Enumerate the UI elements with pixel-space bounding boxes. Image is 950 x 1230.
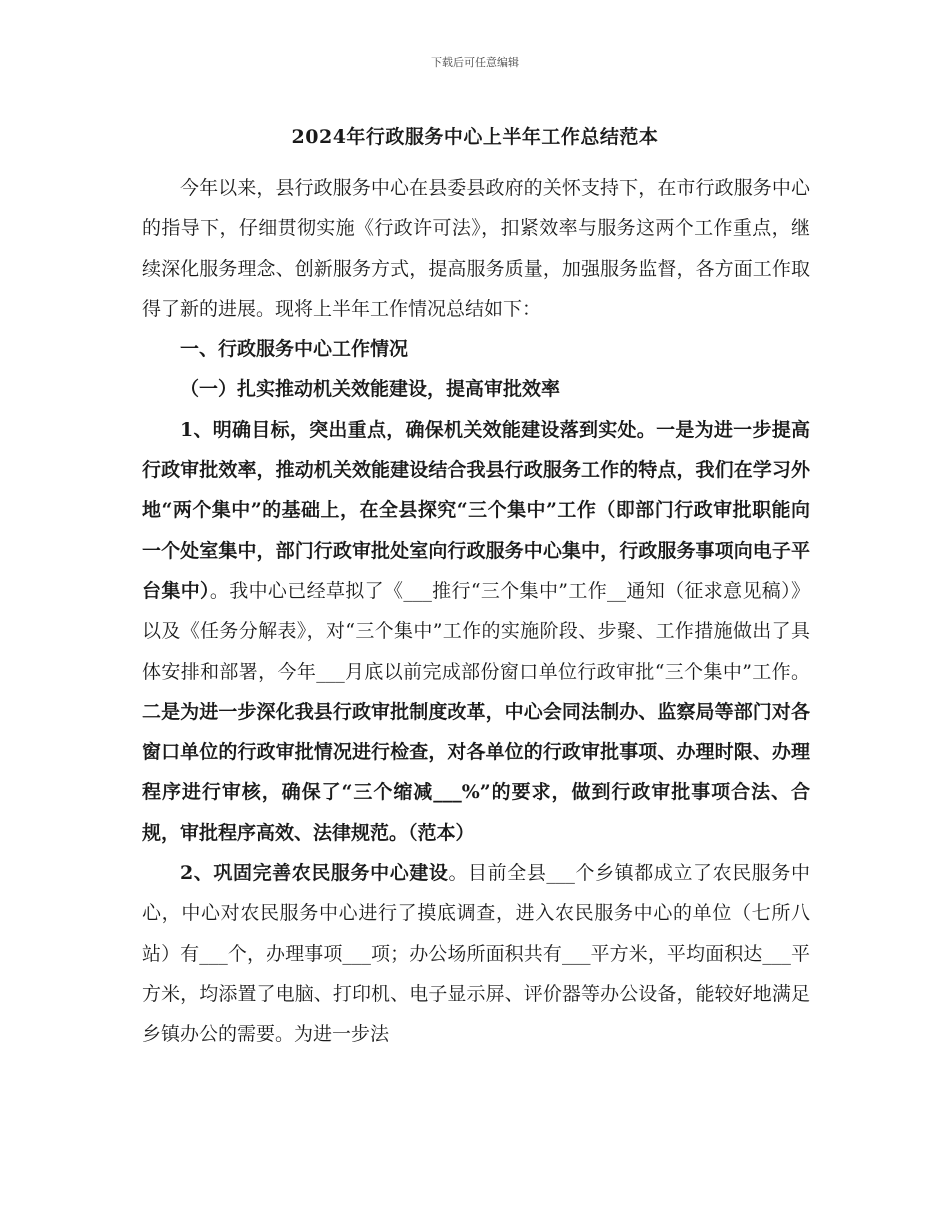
subsection-heading: （一）扎实推动机关效能建设，提高审批效率 <box>180 378 561 401</box>
document-title: 2024年行政服务中心上半年工作总结范本 <box>291 126 659 148</box>
item-1-paragraph <box>142 410 810 853</box>
item-2-normal: 。目前全县___个乡镇都成立了农民服务中心，中心对农民服务中心进行了摸底调查，进入农民服务中心的单位（七所八站）有___个，办理事项___项；办公场所面积共有___平方米，平均面积达___平方米，均添置了电脑、打印机、电子显示屏、评价器等办公设备，能较好地满足乡镇办公的需要。为进一步法 <box>142 862 810 1046</box>
document-body <box>142 168 810 1055</box>
item-2-paragraph <box>142 853 810 1054</box>
item-1-normal-a: 。我中心已经草拟了《___推行“三个集中”工作__通知（征求意见稿）》以及《任务分解表》，对“三个集中”工作的实施阶段、步聚、工作措施做出了具体安排和部署，今年___月底以前完成部份窗口单位行政审批“三个集中”工作。 <box>142 579 810 683</box>
intro-paragraph: 今年以来，县行政服务中心在县委县政府的关怀支持下，在市行政服务中心的指导下，仔细贯彻实施《行政许可法》，扣紧效率与服务这两个工作重点，继续深化服务理念、创新服务方式，提高服务质量，加强服务监督，各方面工作取得了新的进展。现将上半年工作情况总结如下： <box>142 177 810 320</box>
item-1-bold-b: 二是为进一步深化我县行政审批制度改革，中心会同法制办、监察局等部门对各窗口单位的行政审批情况进行检查，对各单位的行政审批事项、办理时限、办理程序进行审核，确保了“三个缩减___%”的要求，做到行政审批事项合法、合规，审批程序高效、法律规范。（范本） <box>142 700 810 844</box>
header-note: 下载后可任意编辑 <box>431 56 519 69</box>
section-heading: 一、行政服务中心工作情况 <box>180 338 409 361</box>
item-2-bold: 2、巩固完善农民服务中心建设 <box>180 862 449 885</box>
item-1-bold-a: 1、明确目标，突出重点，确保机关效能建设落到实处。一是为进一步提高行政审批效率，推动机关效能建设结合我县行政服务工作的特点，我们在学习外地“两个集中”的基础上，在全县探究“三个集中”工作（即部门行政审批职能向一个处室集中，部门行政审批处室向行政服务中心集中，行政服务事项向电子平台集中） <box>142 418 810 602</box>
